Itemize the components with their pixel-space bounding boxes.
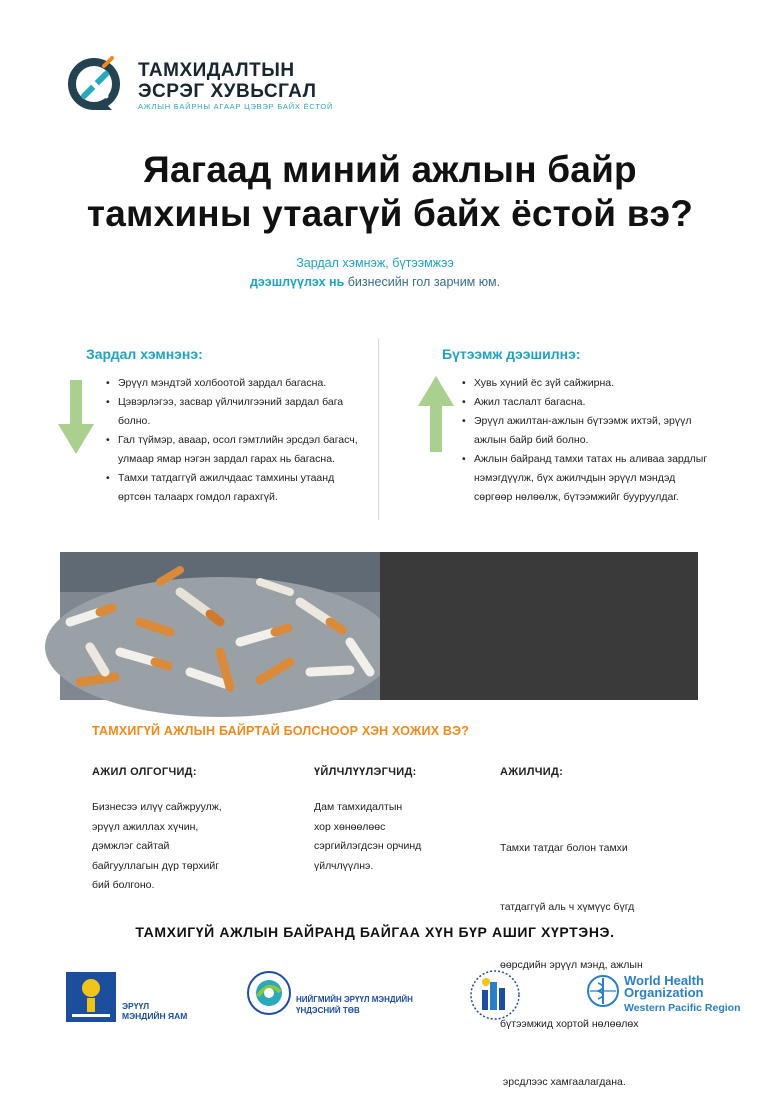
text-line: эрсдлээс хамгаалагдана. <box>500 1076 626 1088</box>
page-title <box>0 148 780 236</box>
list-item: • Эрүүл ажилтан-ажлын бүтээмж ихтэй, эрүүл ажлын байр бий болно. <box>460 412 708 450</box>
center-line-2: ҮНДЭСНИЙ ТӨВ <box>296 1006 360 1015</box>
list-item: • Хувь хүний ёс зүй сайжирна. <box>460 374 708 393</box>
productivity-title: Бүтээмж дээшилнэ: <box>442 346 581 362</box>
list-item: • Эрүүл мэндтэй холбоотой зардал багасна. <box>104 374 366 393</box>
text-line: эрүүл ажиллах хүчин, <box>92 820 199 833</box>
up-arrow-icon <box>418 376 454 452</box>
who-line-1: World Health <box>624 973 704 988</box>
ministry-line-1: ЭРҮҮЛ <box>122 1001 150 1011</box>
logo-line-2: ЭСРЭГ ХУВЬСГАЛ <box>138 81 317 102</box>
employers-heading: АЖИЛ ОЛГОГЧИД: <box>92 766 197 778</box>
list-item: • Гал түймэр, аваар, осол гэмтлийн эрсдэл багасч, улмаар ямар нэгэн зардал гарах нь багасна. <box>104 431 366 469</box>
footer-statement: ТАМХИГҮЙ АЖЛЫН БАЙРАНД БАЙГАА ХҮН БҮР АШИГ ХҮРТЭНЭ. <box>135 924 615 940</box>
subtitle-line-1: Зардал хэмнэж, бүтээмжээ <box>296 256 454 270</box>
who-emblem-icon <box>586 974 620 1008</box>
subtitle <box>0 254 750 292</box>
ministry-emblem-icon <box>66 972 116 1022</box>
benefits-question: ТАМХИГҮЙ АЖЛЫН БАЙРТАЙ БОЛСНООР ХЭН ХОЖИХ ВЭ? <box>92 724 470 738</box>
who-region: Western Pacific Region <box>624 1002 741 1014</box>
text-line: хор хөнөөлөөс <box>314 820 386 833</box>
list-item: • Ажил таслалт багасна. <box>460 393 708 412</box>
dark-panel <box>380 552 698 700</box>
text-line: Бизнесээ илүү сайжруулж, <box>92 801 222 813</box>
text-line: Дам тамхидалтын <box>314 801 403 813</box>
employers-text <box>92 798 282 896</box>
customers-text <box>314 798 484 876</box>
list-item: • Тамхи татдаггүй ажилчдаас тамхины утаанд өртсөн талаарх гомдол гарахгүй. <box>104 469 366 507</box>
healthy-city-logo-icon <box>466 968 524 1022</box>
list-item: • Ажлын байранд тамхи татах нь аливаа зардлыг нэмэгдүүлж, бүх ажилчдын эрүүл мэндэд сөргөөр нөлөөлж, бүтээмжийг бууруулдаг. <box>460 450 708 507</box>
no-smoking-logo-icon <box>66 56 122 112</box>
cigarette-pile-illustration <box>60 552 380 700</box>
logo-line-1: ТАМХИДАЛТЫН <box>138 60 295 81</box>
subtitle-line-2-rest: бизнесийн гол зарчим юм. <box>344 275 501 289</box>
employees-text <box>500 800 720 1112</box>
text-line: байгууллагын дүр төрхийг <box>92 859 220 872</box>
text-line: бий болгоно. <box>92 879 155 891</box>
who-line-2: Organization <box>624 985 704 1000</box>
list-item: • Цэвэрлэгээ, засвар үйлчилгээний зардал бага болно. <box>104 393 366 431</box>
logo-tagline: АЖЛЫН БАЙРНЫ АГААР ЦЭВЭР БАЙХ ЁСТОЙ <box>138 102 334 111</box>
customers-heading: ҮЙЛЧЛҮҮЛЭГЧИД: <box>314 766 417 778</box>
text-line: өөрсдийн эрүүл мэнд, ажлын <box>500 959 643 971</box>
public-health-center-logo-icon <box>246 970 292 1016</box>
text-line: дэмжлэг сайтай <box>92 840 170 852</box>
column-divider <box>378 338 379 520</box>
campaign-logo <box>66 54 334 114</box>
productivity-list <box>460 374 708 507</box>
down-arrow-icon <box>58 380 94 454</box>
text-line: татдаггүй аль ч хүмүүс бүгд <box>500 900 635 913</box>
text-line: бүтээмжид хортой нөлөөлөх <box>500 1017 639 1030</box>
text-line: сэргийлэгдсэн орчинд <box>314 840 422 852</box>
savings-list <box>104 374 366 507</box>
subtitle-line-2-bold: дээшлүүлэх нь <box>249 275 345 289</box>
public-health-center-name <box>296 994 413 1016</box>
ministry-line-2: МЭНДИЙН ЯАМ <box>122 1011 188 1021</box>
employees-heading: АЖИЛЧИД: <box>500 766 564 778</box>
ministry-name <box>122 1001 187 1021</box>
savings-title: Зардал хэмнэнэ: <box>86 346 203 362</box>
title-line-2: тамхины утаагүй байх ёстой вэ? <box>86 193 694 234</box>
cigarette-butts-photo <box>60 552 380 700</box>
who-name <box>624 975 741 1014</box>
text-line: Тамхи татдаг болон тамхи <box>500 842 628 854</box>
logo-title <box>138 60 316 102</box>
center-line-1: НИЙГМИЙН ЭРҮҮЛ МЭНДИЙН <box>296 995 413 1004</box>
title-line-1: Яагаад миний ажлын байр <box>143 149 637 190</box>
text-line: үйлчлүүлнэ. <box>314 859 374 872</box>
